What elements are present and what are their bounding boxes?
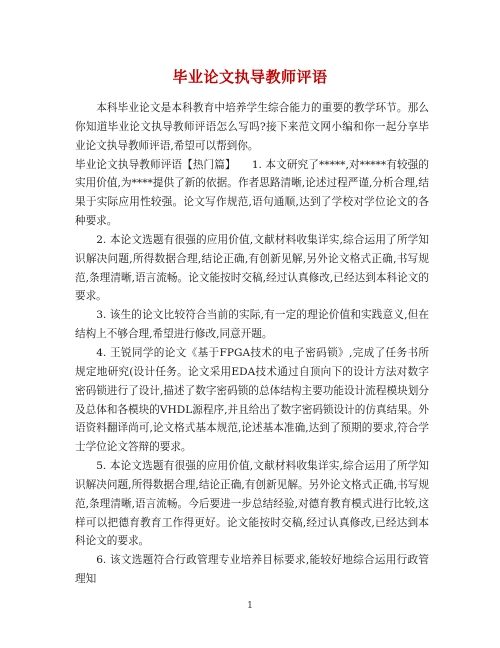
paragraph-comment-1: 毕业论文执导教师评语【热门篇】 1. 本文研究了*****,对*****有较强的实用价值,为****提供了新的依据。作者思路清晰,论述过程严谨,分析合理,结果于实际应用性较强。论文写作规范,语句通顺,达到了学校对学位论文的各种要求。: [75, 158, 429, 228]
paragraph-intro: 本科毕业论文是本科教育中培养学生综合能力的重要的教学环节。那么你知道毕业论文执导教师评语怎么写吗?接下来范文网小编和你一起分享毕业论文执导教师评语,希望可以帮到你。: [75, 102, 429, 152]
document-title: 毕业论文执导教师评语: [172, 68, 328, 86]
paragraph-comment-5: 5. 本论文选题有很强的应用价值,文献材料收集详实,综合运用了所学知识解决问题,所得数据合理,结论正确,有创新见解。另外论文格式正确,书写规范,条理清晰,语言流畅。今后要进一步总结经验,对德育教育模式进行比较,这样可以把德育教育工作得更好。论文能按时交稿,经过认真修改,已经达到本科论文的要求。: [75, 460, 429, 548]
paragraph-comment-2: 2. 本论文选题有很强的应用价值,文献材料收集详实,综合运用了所学知识解决问题,所得数据合理,结论正确,有创新见解,另外论文格式正确,书写规范,条理清晰,语言流畅。论文能按时交稿,经过认真修改,已经达到本科论文的要求。: [75, 233, 429, 303]
paragraph-comment-3: 3. 该生的论文比较符合当前的实际,有一定的理论价值和实践意义,但在结构上不够合理,希望进行修改,同意开题。: [75, 309, 429, 341]
document-body: [75, 99, 429, 589]
paragraph-comment-6: 6. 该文选题符合行政管理专业培养目标要求,能较好地综合运用行政管理知: [75, 554, 429, 586]
paragraph-comment-4: 4. 王锐同学的论文《基于FPGA技术的电子密码锁》,完成了任务书所规定地研究(设计任务。论文采用EDA技术通过自顶向下的设计方法对数字密码锁进行了设计,描述了数字密码锁的总体结构主要功能设计流程模块划分及总体和各模块的VHDL源程序,并且给出了数字密码锁设计的仿真结果。外语资料翻译尚可,论文格式基本规范,论述基本准确,达到了预期的要求,符合学士学位论文答辩的要求。: [75, 346, 429, 454]
page-number: 1: [247, 601, 253, 611]
